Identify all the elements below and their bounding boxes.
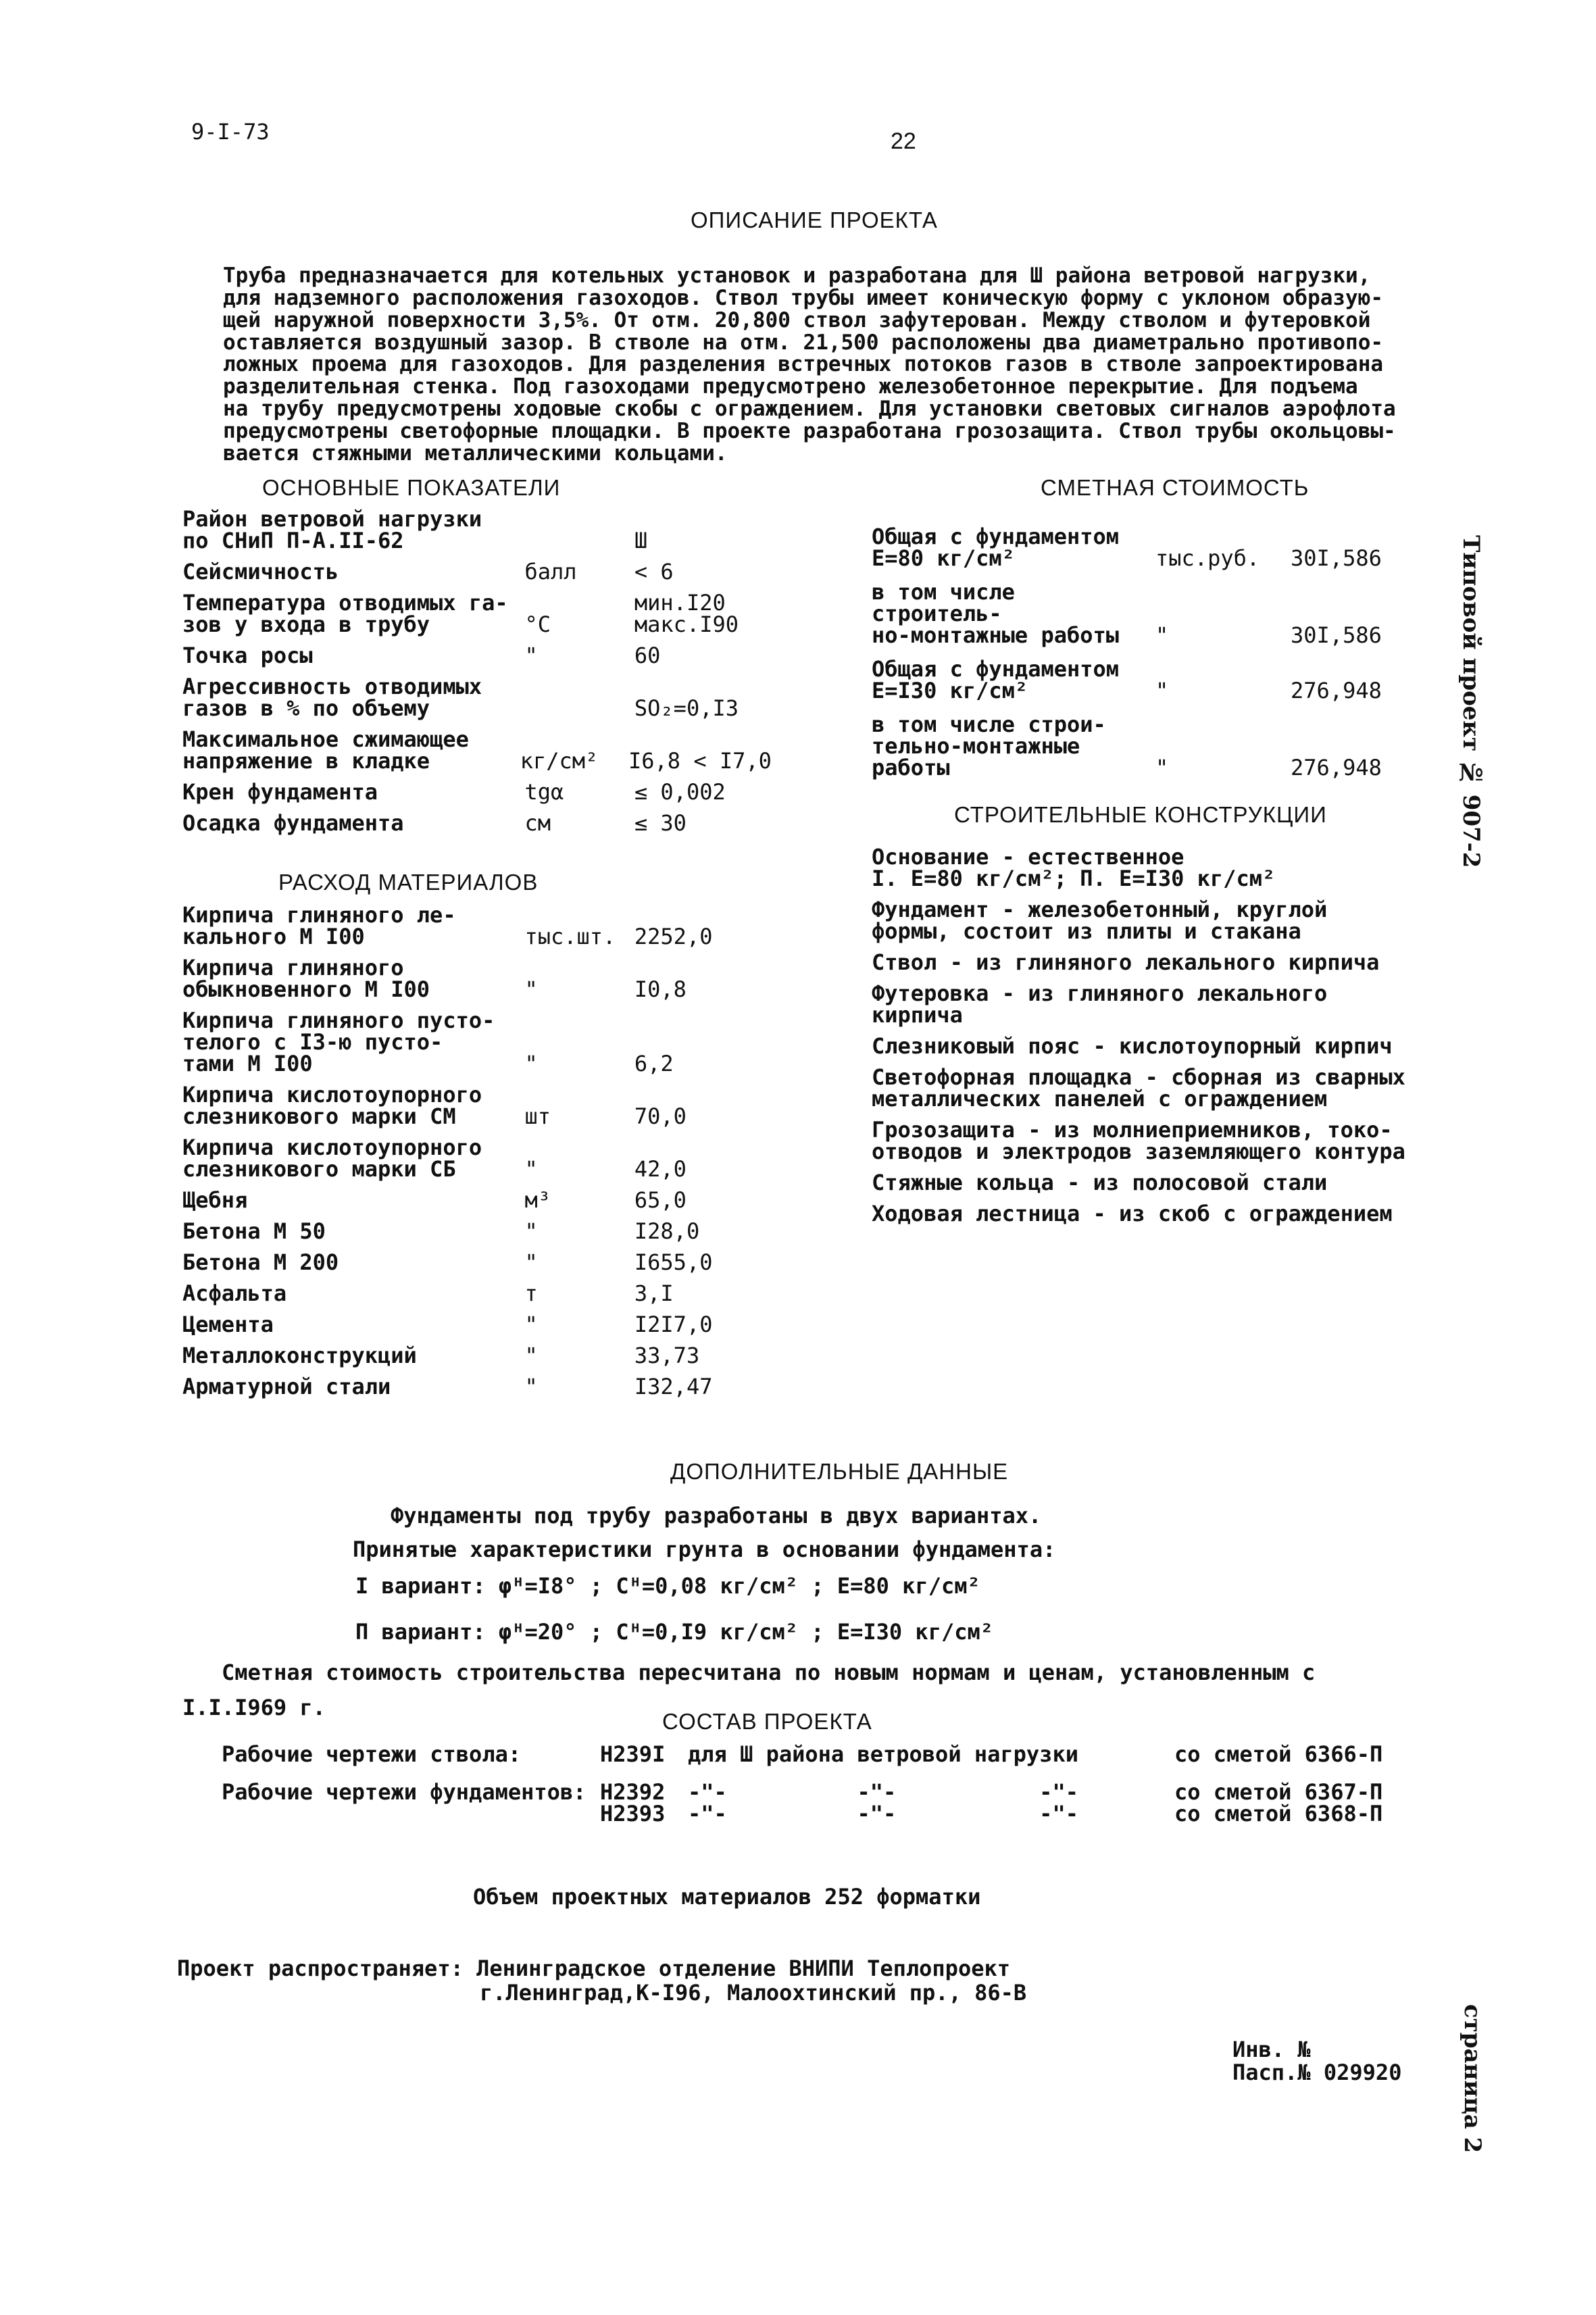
composition-code: Н2393 [600,1801,666,1826]
material-label-line: слезникового марки СБ [182,1156,456,1182]
intro-line: на трубу предусмотрены ходовые скобы с ограждением. Для установки световых сигналов аэрофлота [223,397,1396,422]
construction-item [872,1035,1453,1057]
material-unit: " [524,1051,538,1076]
indicator-row [182,726,772,774]
cost-heading: СМЕТНАЯ СТОИМОСТЬ [1041,475,1310,500]
material-row [182,1220,764,1242]
intro-line: щей наружной поверхности 3,5%. От отм. 20,800 ствол зафутерован. Между стволом и футеровкой [223,307,1371,332]
material-label-line: Кирпича кислотоупорного [182,1135,482,1160]
indicator-label-line: напряжение в кладке [182,748,430,774]
cost-value: 276,948 [1291,678,1382,703]
material-label-line: Кирпича глиняного [182,955,404,980]
construction-line: Основание - естественное [872,844,1184,870]
construction-item [872,1203,1453,1224]
material-label [182,1084,524,1127]
material-unit: " [524,1156,538,1182]
material-label [182,1376,524,1397]
material-row [182,904,764,947]
material-unit: " [524,976,538,1002]
passport-number: Пасп.№ 029920 [1232,2060,1402,2085]
construction-line: Стяжные кольца - из полосовой стали [872,1170,1328,1195]
construction-line: формы, состоит из плиты и стакана [872,918,1301,944]
composition-label: Рабочие чертежи фундаментов: [222,1779,587,1805]
composition-desc: -"- -"- -"- [688,1801,1078,1826]
indicator-label [182,592,524,635]
material-row [182,1345,764,1366]
material-row [182,957,764,1000]
cost-label-line: Общая с фундаментом [872,656,1120,682]
cost-label-line: тельно-монтажные работы [872,733,1080,780]
variant-1: I вариант: φᴴ=I8° ; Cᴴ=0,08 кг/см² ; Е=80 кг/см² [355,1573,980,1599]
composition-row [222,1743,1411,1765]
indicator-label [182,781,524,803]
material-label-line: Асфальта [182,1280,287,1306]
indicator-unit: см [524,810,551,836]
material-value: 6,2 [634,1051,674,1076]
indicator-value: SO₂=0,I3 [634,695,739,721]
material-value: 33,73 [634,1343,700,1368]
material-value: 42,0 [634,1156,687,1182]
composition-desc: -"- -"- -"- [688,1779,1078,1805]
composition-code: Н239I [600,1741,666,1767]
composition-estimate: со сметой 6368-П [1174,1801,1383,1826]
composition-row [222,1781,1411,1803]
material-label-line: Щебня [182,1187,248,1213]
indicator-label [182,508,524,551]
material-label-line: Арматурной стали [182,1374,391,1399]
construction-line: Светофорная площадка - сборная из сварных [872,1064,1405,1090]
material-row [182,1376,764,1397]
construction-item [872,1066,1453,1110]
indicator-label-line: Максимальное сжимающее [182,726,469,752]
construction-line: I. Е=80 кг/см²; П. Е=I30 кг/см² [872,866,1276,891]
indicator-label-line: Температура отводимых га- [182,590,508,616]
composition-row [222,1803,1411,1824]
volume-line: Объем проектных материалов 252 форматки [473,1884,981,1910]
indicator-label-line: Осадка фундамента [182,810,404,836]
material-label [182,957,524,1000]
constructions-heading: СТРОИТЕЛЬНЫЕ КОНСТРУКЦИИ [954,802,1327,827]
main-indicators-table [182,506,772,843]
intro-paragraph [223,265,1446,465]
constructions-list [872,846,1453,1234]
page-number: 22 [891,128,916,154]
composition-estimate: со сметой 6367-П [1174,1779,1383,1805]
indicator-row [182,508,764,551]
indicator-label [182,812,524,834]
indicator-label-line: газов в % по объему [182,695,430,721]
construction-item [872,899,1453,942]
indicator-label-line: Агрессивность отводимых [182,674,482,699]
intro-line: вается стяжными металлическими кольцами. [223,441,728,466]
indicator-label-line: зов у входа в трубу [182,612,430,637]
material-value: I32,47 [634,1374,713,1399]
material-label-line: тами М I00 [182,1051,313,1076]
cost-unit: " [1155,678,1169,703]
material-value: 70,0 [634,1103,687,1129]
composition-desc: для Ш района ветровой нагрузки [688,1741,1078,1767]
cost-unit: тыс.руб. [1155,545,1260,571]
material-row [182,1189,764,1211]
material-unit: " [524,1218,538,1244]
material-label-line: Цемента [182,1312,274,1337]
cost-label-line: в том числе строи- [872,712,1106,737]
composition-heading: СОСТАВ ПРОЕКТА [662,1709,872,1734]
material-label [182,1314,524,1335]
indicator-label-line: по СНиП П-А.II-62 [182,528,404,553]
material-value: I28,0 [634,1218,700,1244]
main-indicators-heading: ОСНОВНЫЕ ПОКАЗАТЕЛИ [262,475,561,500]
cost-label [872,714,1155,778]
material-value: I655,0 [634,1249,713,1275]
construction-line: Слезниковый пояс - кислотоупорный кирпич [872,1033,1393,1059]
material-row [182,1137,764,1180]
cost-value: 30I,586 [1291,545,1382,571]
construction-line: Фундамент - железобетонный, круглой [872,897,1328,922]
material-label-line: обыкновенного М I00 [182,976,430,1002]
material-label-line: слезникового марки СМ [182,1103,456,1129]
material-label [182,904,524,947]
cost-label-line: Е=I30 кг/см² [872,678,1028,703]
material-label-line: кального М I00 [182,924,365,949]
page-title: ОПИСАНИЕ ПРОЕКТА [691,207,938,232]
indicator-label [182,728,520,772]
intro-line: оставляется воздушный зазор. В стволе на отм. 21,500 расположены два диаметрально противопо- [223,330,1384,355]
distributor-line2: г.Ленинград,К-I96, Малоохтинский пр., 86-В [480,1980,1027,2006]
intro-line: ложных проема для газоходов. Для разделения встречных потоков газов в стволе запроектирована [223,352,1384,377]
indicator-unit: кг/см² [520,748,599,774]
cost-label [872,581,1155,646]
construction-line: Грозозащита - из молниеприемников, токо- [872,1117,1393,1143]
indicator-row [182,561,764,582]
construction-line: Ствол - из глиняного лекального кирпича [872,949,1380,975]
indicator-value: I6,8 < I7,0 [628,748,772,774]
composition-table [222,1743,1411,1824]
cost-unit: " [1155,755,1169,780]
construction-item [872,1119,1453,1162]
cost-label-line: в том числе строитель- [872,579,1015,626]
material-unit: " [524,1249,538,1275]
composition-estimate: со сметой 6366-П [1174,1741,1383,1767]
material-label [182,1251,524,1273]
indicator-row [182,676,764,719]
indicator-row [182,781,764,803]
indicator-unit: балл [524,559,577,584]
indicator-value: ≤ 0,002 [634,779,726,805]
additional-heading: ДОПОЛНИТЕЛЬНЫЕ ДАННЫЕ [670,1459,1009,1484]
material-label [182,1220,524,1242]
material-row [182,1251,764,1273]
material-label-line: Кирпича кислотоупорного [182,1082,482,1107]
material-unit: " [524,1374,538,1399]
material-value: 2252,0 [634,924,713,949]
material-unit: " [524,1312,538,1337]
intro-line: разделительная стенка. Под газоходами предусмотрено железобетонное перекрытие. Для подъема [223,374,1358,399]
material-label-line: Кирпича глиняного пусто- [182,1007,495,1033]
cost-row [872,714,1405,778]
cost-row [872,658,1405,701]
material-row [182,1007,764,1076]
indicator-value: Ш [634,528,648,553]
side-page-label: страница 2 [1459,2004,1487,2154]
distributor-line1: Проект распространяет: Ленинградское отделение ВНИПИ Теплопроект [177,1956,1010,1981]
intro-line: Труба предназначается для котельных установок и разработана для Ш района ветровой нагрузки, [223,264,1371,288]
construction-item [872,1172,1453,1193]
indicator-value: 60 [634,643,661,668]
cost-unit: " [1155,622,1169,648]
material-label-line: Кирпича глиняного ле- [182,902,456,928]
indicator-label [182,645,524,666]
construction-line: отводов и электродов заземляющего контура [872,1139,1405,1164]
material-label-line: Бетона М 50 [182,1218,326,1244]
material-value: I0,8 [634,976,687,1002]
material-unit: шт [524,1103,551,1129]
materials-heading: РАСХОД МАТЕРИАЛОВ [278,870,539,895]
indicator-label-line: Точка росы [182,643,313,668]
construction-line: металлических панелей с ограждением [872,1086,1328,1112]
material-label-line: телого с I3-ю пусто- [182,1029,443,1055]
cost-label [872,658,1155,701]
material-label [182,1189,524,1211]
recalc-line2: I.I.I969 г. [182,1695,326,1720]
construction-item [872,846,1453,889]
material-row [182,1084,764,1127]
indicator-row [182,645,764,666]
cost-table [872,526,1405,791]
material-unit: т [524,1280,538,1306]
material-label-line: Металлоконструкций [182,1343,417,1368]
indicator-value: мин.I20 макс.I90 [634,590,739,637]
intro-line: для надземного расположения газоходов. Ствол трубы имеет коническую форму с уклоном образую- [223,285,1384,310]
composition-code: Н2392 [600,1779,666,1805]
indicator-row [182,812,764,834]
construction-item [872,951,1453,973]
cost-label-line: но-монтажные работы [872,622,1120,648]
material-label [182,1280,524,1306]
indicator-unit: °C [524,612,551,637]
indicator-label-line: Крен фундамента [182,779,378,805]
material-value: I2I7,0 [634,1312,713,1337]
recalc-line1: Сметная стоимость строительства пересчитана по новым нормам и ценам, установленным с [222,1660,1316,1685]
construction-line: Ходовая лестница - из скоб с ограждением [872,1201,1393,1226]
doc-code: 9-I-73 [191,119,270,145]
indicator-label-line: Сейсмичность [182,559,339,584]
side-project-label: Типовой проект № 907-2 [1457,535,1485,868]
material-unit: " [524,1343,538,1368]
materials-table [182,904,764,1407]
material-label [182,1345,524,1366]
composition-label: Рабочие чертежи ствола: [222,1741,522,1767]
cost-row [872,581,1405,646]
cost-value: 30I,586 [1291,622,1382,648]
construction-line: кирпича [872,1002,963,1028]
material-unit: м³ [524,1187,551,1213]
indicator-value: < 6 [634,559,674,584]
cost-label [872,526,1155,569]
material-label [182,1137,524,1180]
construction-line: Футеровка - из глиняного лекального [872,980,1328,1006]
cost-row [872,526,1405,569]
intro-line: предусмотрены светофорные площадки. В проекте разработана грозозащита. Ствол трубы окольцовы- [223,419,1396,444]
construction-item [872,982,1453,1026]
composition-label [222,1803,600,1824]
additional-line1: Фундаменты под трубу разработаны в двух вариантах. [391,1503,1042,1528]
material-value: 3,I [634,1280,674,1306]
cost-label-line: Общая с фундаментом [872,524,1120,549]
variant-2: П вариант: φᴴ=20° ; Cᴴ=0,I9 кг/см² ; Е=I30 кг/см² [355,1619,994,1645]
material-row [182,1280,764,1306]
material-label-line: Бетона М 200 [182,1249,339,1275]
indicator-row [182,592,764,635]
material-row [182,1314,764,1335]
material-label [182,1007,524,1076]
indicator-unit: " [524,643,538,668]
indicator-label-line: Район ветровой нагрузки [182,506,482,532]
indicator-unit: tgα [524,779,564,805]
additional-line2: Принятые характеристики грунта в основании фундамента: [353,1537,1056,1562]
indicator-label [182,561,524,582]
indicator-value: ≤ 30 [634,810,687,836]
material-value: 65,0 [634,1187,687,1213]
cost-label-line: Е=80 кг/см² [872,545,1015,571]
indicator-label [182,676,524,719]
inventory-number: Инв. № [1232,2037,1311,2062]
material-unit: тыс.шт. [524,924,616,949]
cost-value: 276,948 [1291,755,1382,780]
